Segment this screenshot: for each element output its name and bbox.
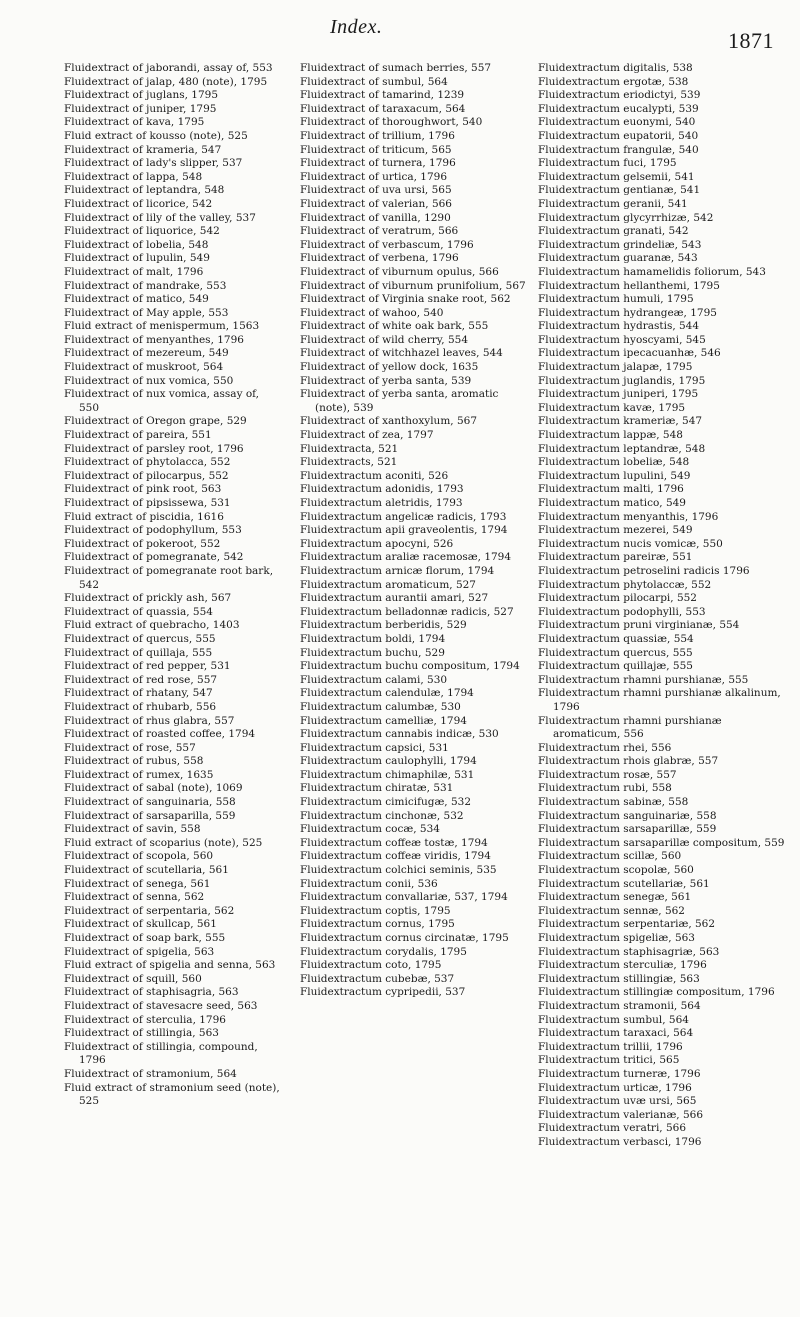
index-entry: Fluidextract of quercus, 555 — [64, 632, 216, 645]
index-entry: Fluidextractum coffeæ viridis, 1794 — [300, 850, 491, 863]
index-entry: Fluidextractum scutellariæ, 561 — [538, 877, 710, 890]
index-entry: Fluidextract of pokeroot, 552 — [64, 537, 221, 550]
index-entry: Fluidextractum cubebæ, 537 — [300, 972, 455, 985]
index-entry: Fluidextract of white oak bark, 555 — [300, 320, 489, 333]
index-entry: Fluidextractum cinchonæ, 532 — [300, 809, 464, 822]
index-entry: Fluidextractum corydalis, 1795 — [300, 945, 467, 958]
index-entry: Fluidextract of spigelia, 563 — [64, 945, 215, 958]
index-entry: Fluidextractum rhei, 556 — [538, 741, 672, 754]
index-entry: Fluidextract of stillingia, 563 — [64, 1027, 219, 1040]
index-entry: Fluidextractum ergotæ, 538 — [538, 75, 689, 88]
index-entry: Fluidextractum apii graveolentis, 1794 — [300, 524, 508, 537]
index-entry: Fluidextractum granati, 542 — [538, 225, 689, 238]
index-entry: Fluidextractum rhamni purshianæ, 555 — [538, 673, 749, 686]
index-entry: Fluidextractum rhamni purshianæ aromaticum, 556 — [538, 714, 722, 741]
index-entry: Fluidextractum caulophylli, 1794 — [300, 755, 477, 768]
index-entry: Fluidextractum quassiæ, 554 — [538, 632, 694, 645]
index-entry: Fluidextract of serpentaria, 562 — [64, 904, 235, 917]
index-entry: Fluidextract of pomegranate, 542 — [64, 551, 244, 564]
index-entry: Fluidextract of parsley root, 1796 — [64, 442, 244, 455]
index-column-left — [64, 62, 280, 1109]
index-entry: Fluidextractum eupatorii, 540 — [538, 129, 699, 142]
index-entry: Fluidextractum juniperi, 1795 — [538, 388, 699, 401]
index-entry: Fluidextracta, 521 — [300, 442, 399, 455]
index-entry: Fluidextract of turnera, 1796 — [300, 157, 456, 170]
index-entry: Fluidextractum scillæ, 560 — [538, 850, 682, 863]
index-entry: Fluidextract of pink root, 563 — [64, 483, 222, 496]
index-entry: Fluidextractum boldi, 1794 — [300, 632, 446, 645]
index-entry: Fluidextract of stavesacre seed, 563 — [64, 999, 258, 1012]
index-entry: Fluidextract of red pepper, 531 — [64, 660, 231, 673]
index-entry: Fluid extract of scoparius (note), 525 — [64, 836, 263, 849]
index-entry: Fluidextract of viburnum prunifolium, 567 — [300, 279, 526, 292]
index-entry: Fluidextract of sterculia, 1796 — [64, 1013, 226, 1026]
index-entry: Fluidextract of rubus, 558 — [64, 755, 204, 768]
index-entry: Fluidextract of vanilla, 1290 — [300, 211, 451, 224]
index-entry: Fluidextractum taraxaci, 564 — [538, 1027, 694, 1040]
index-entry: Fluidextract of Oregon grape, 529 — [64, 415, 247, 428]
index-entry: Fluidextract of juglans, 1795 — [64, 89, 219, 102]
index-entry: Fluidextract of sanguinaria, 558 — [64, 796, 236, 809]
index-entry: Fluidextract of uva ursi, 565 — [300, 184, 452, 197]
index-entry: Fluidextract of malt, 1796 — [64, 265, 204, 278]
index-entry: Fluidextract of wahoo, 540 — [300, 306, 444, 319]
index-entry: Fluidextractum sumbul, 564 — [538, 1013, 689, 1026]
index-entry: Fluidextractum gelsemii, 541 — [538, 170, 695, 183]
index-entry: Fluidextract of quillaja, 555 — [64, 646, 213, 659]
index-entry: Fluidextract of urtica, 1796 — [300, 170, 447, 183]
index-entry: Fluidextractum valerianæ, 566 — [538, 1108, 704, 1121]
index-entry: Fluidextractum calumbæ, 530 — [300, 700, 461, 713]
index-entry: Fluidextractum rhamni purshianæ alkalinum, 1796 — [538, 687, 781, 713]
index-entry: Fluidextractum scopolæ, 560 — [538, 864, 694, 877]
index-entry: Fluidextractum juglandis, 1795 — [538, 374, 706, 387]
index-entry: Fluidextract of valerian, 566 — [300, 197, 452, 210]
index-entry: Fluidextractum ipecacuanhæ, 546 — [538, 347, 721, 360]
index-entry: Fluidextractum eucalypti, 539 — [538, 102, 699, 115]
index-entry: Fluidextract of matico, 549 — [64, 293, 209, 306]
index-entry: Fluidextract of sabal (note), 1069 — [64, 782, 243, 795]
index-entry: Fluidextractum turneræ, 1796 — [538, 1067, 701, 1080]
index-entry: Fluidextractum podophylli, 553 — [538, 605, 706, 618]
index-entry: Fluidextract of mandrake, 553 — [64, 279, 227, 292]
index-entry: Fluidextract of May apple, 553 — [64, 306, 229, 319]
index-entry: Fluidextract of jalap, 480 (note), 1795 — [64, 75, 268, 88]
index-entry: Fluidextract of nux vomica, 550 — [64, 374, 234, 387]
index-entry: Fluidextractum coffeæ tostæ, 1794 — [300, 836, 488, 849]
index-entry: Fluidextract of soap bark, 555 — [64, 932, 226, 944]
index-entry: Fluidextractum sterculiæ, 1796 — [538, 959, 707, 972]
index-entry: Fluidextractum frangulæ, 540 — [538, 143, 699, 156]
index-entry: Fluidextractum adonidis, 1793 — [300, 483, 464, 496]
index-entry: Fluidextract of tamarind, 1239 — [300, 89, 465, 102]
index-entry: Fluid extract of piscidia, 1616 — [64, 510, 224, 523]
page-number: 1871 — [728, 28, 774, 53]
index-entry: Fluidextractum urticæ, 1796 — [538, 1081, 692, 1094]
index-entry: Fluidextract of scutellaria, 561 — [64, 864, 229, 877]
index-entry: Fluidextractum grindeliæ, 543 — [538, 238, 702, 251]
index-entry: Fluidextractum fuci, 1795 — [538, 157, 677, 170]
index-entry: Fluidextract of viburnum opulus, 566 — [300, 265, 499, 278]
index-entry: Fluidextractum lappæ, 548 — [538, 429, 683, 442]
index-entry: Fluidextractum verbasci, 1796 — [538, 1135, 702, 1148]
index-entry: Fluidextract of licorice, 542 — [64, 197, 213, 210]
index-entry: Fluidextractum uvæ ursi, 565 — [538, 1095, 697, 1108]
index-entry: Fluidextract of staphisagria, 563 — [64, 986, 239, 999]
index-entry: Fluidextract of stillingia, compound, 1796 — [64, 1040, 258, 1067]
index-entry: Fluidextractum calendulæ, 1794 — [300, 687, 474, 700]
index-entry: Fluidextractum rosæ, 557 — [538, 768, 677, 781]
index-entry: Fluidextractum tritici, 565 — [538, 1054, 680, 1067]
index-entry: Fluidextract of yerba santa, aromatic (note), 539 — [300, 388, 499, 414]
index-entry: Fluidextract of scopola, 560 — [64, 850, 214, 863]
index-entry: Fluidextractum chimaphilæ, 531 — [300, 768, 475, 781]
index-entry: Fluidextract of krameria, 547 — [64, 143, 222, 156]
index-entry: Fluid extract of kousso (note), 525 — [64, 129, 248, 142]
index-entry: Fluidextractum camelliæ, 1794 — [300, 714, 467, 727]
index-entry: Fluidextractum geranii, 541 — [538, 197, 688, 210]
index-entry: Fluidextract of rhatany, 547 — [64, 687, 213, 700]
index-entry: Fluidextract of squill, 560 — [64, 972, 202, 985]
index-entry: Fluidextractum hyoscyami, 545 — [538, 333, 706, 346]
index-entry: Fluidextractum hamamelidis foliorum, 543 — [538, 265, 766, 278]
index-entry: Fluid extract of menispermum, 1563 — [64, 320, 260, 333]
index-entry: Fluidextract of red rose, 557 — [64, 673, 218, 686]
index-entry: Fluidextract of verbascum, 1796 — [300, 238, 474, 251]
index-entry: Fluidextractum trillii, 1796 — [538, 1040, 683, 1053]
index-entry: Fluidextractum stillingiæ, 563 — [538, 972, 700, 985]
index-entry: Fluidextractum colchici seminis, 535 — [300, 864, 497, 877]
index-entry: Fluidextractum pilocarpi, 552 — [538, 592, 697, 605]
index-entry: Fluidextract of trillium, 1796 — [300, 129, 455, 142]
index-entry: Fluidextractum coto, 1795 — [300, 959, 442, 972]
index-entry: Fluidextract of quassia, 554 — [64, 605, 213, 618]
index-entry: Fluidextract of senna, 562 — [64, 891, 205, 904]
index-entry: Fluidextractum hellanthemi, 1795 — [538, 279, 720, 292]
index-entry: Fluidextract of kava, 1795 — [64, 116, 205, 129]
index-entry: Fluidextractum quillajæ, 555 — [538, 660, 693, 673]
index-entry: Fluidextract of lobelia, 548 — [64, 238, 209, 251]
index-entry: Fluidextract of rose, 557 — [64, 741, 196, 754]
index-entry: Fluidextractum staphisagriæ, 563 — [538, 945, 720, 958]
index-entry: Fluid extract of spigelia and senna, 563 — [64, 959, 276, 972]
index-column-middle — [300, 62, 536, 1000]
index-entry: Fluidextractum coptis, 1795 — [300, 904, 451, 917]
index-entry: Fluidextractum jalapæ, 1795 — [538, 361, 693, 374]
index-entry: Fluidextractum rubi, 558 — [538, 782, 672, 795]
index-entry: Fluidextractum krameriæ, 547 — [538, 415, 703, 428]
index-entry: Fluidextractum pruni virginianæ, 554 — [538, 619, 740, 632]
index-entry: Fluidextractum convallariæ, 537, 1794 — [300, 891, 508, 904]
index-entry: Fluidextract of jaborandi, assay of, 553 — [64, 62, 273, 74]
index-entry: Fluidextractum quercus, 555 — [538, 646, 693, 659]
index-entry: Fluidextract of muskroot, 564 — [64, 361, 224, 374]
index-entry: Fluidextractum lupulini, 549 — [538, 469, 691, 482]
index-entry: Fluidextract of pomegranate root bark, 542 — [64, 564, 274, 591]
index-entry: Fluidextract of rhubarb, 556 — [64, 700, 217, 713]
index-entry: Fluidextract of witchhazel leaves, 544 — [300, 347, 503, 360]
index-entry: Fluidextractum aletridis, 1793 — [300, 497, 463, 509]
index-entry: Fluidextractum veratri, 566 — [538, 1122, 687, 1135]
index-entry: Fluidextractum lobeliæ, 548 — [538, 456, 690, 469]
index-entry: Fluidextractum berberidis, 529 — [300, 619, 467, 632]
index-entry: Fluidextractum cannabis indicæ, 530 — [300, 728, 499, 741]
index-entry: Fluidextract of nux vomica, assay of, 550 — [64, 388, 260, 414]
index-entry: Fluidextractum mezerei, 549 — [538, 524, 693, 537]
index-entry: Fluid extract of stramonium seed (note), 525 — [64, 1081, 280, 1108]
index-entry: Fluidextractum chiratæ, 531 — [300, 782, 454, 795]
index-entry: Fluidextract of mezereum, 549 — [64, 347, 229, 360]
index-entry: Fluidextractum belladonnæ radicis, 527 — [300, 605, 514, 618]
index-entry: Fluidextract of leptandra, 548 — [64, 184, 225, 197]
index-entry: Fluidextract of verbena, 1796 — [300, 252, 459, 265]
index-entry: Fluidextract of veratrum, 566 — [300, 225, 459, 238]
index-entry: Fluid extract of quebracho, 1403 — [64, 619, 240, 632]
index-entry: Fluidextractum euonymi, 540 — [538, 116, 696, 129]
index-entry: Fluidextract of liquorice, 542 — [64, 225, 220, 238]
index-entry: Fluidextractum senegæ, 561 — [538, 891, 692, 904]
index-entry: Fluidextractum nucis vomicæ, 550 — [538, 537, 723, 550]
index-entry: Fluidextractum eriodictyi, 539 — [538, 89, 701, 102]
index-entry: Fluidextract of rumex, 1635 — [64, 768, 214, 781]
index-entry: Fluidextractum humuli, 1795 — [538, 293, 694, 306]
index-entry: Fluidextract of stramonium, 564 — [64, 1067, 237, 1080]
index-entry: Fluidextractum petroselini radicis 1796 — [538, 564, 750, 577]
page-header — [0, 0, 800, 60]
index-entry: Fluidextractum digitalis, 538 — [538, 62, 693, 74]
index-entry: Fluidextractum cornus, 1795 — [300, 918, 455, 931]
index-entry: Fluidextractum hydrastis, 544 — [538, 320, 700, 333]
index-entry: Fluidextractum angelicæ radicis, 1793 — [300, 510, 507, 523]
index-entry: Fluidextract of prickly ash, 567 — [64, 592, 232, 605]
index-entry: Fluidextractum stillingiæ compositum, 1796 — [538, 986, 775, 999]
index-entry: Fluidextractum gentianæ, 541 — [538, 184, 701, 197]
index-entry: Fluidextractum rhois glabræ, 557 — [538, 755, 719, 768]
index-entry: Fluidextract of triticum, 565 — [300, 143, 452, 156]
index-entry: Fluidextract of savin, 558 — [64, 823, 201, 836]
index-entry: Fluidextract of taraxacum, 564 — [300, 102, 466, 115]
index-entry: Fluidextractum matico, 549 — [538, 497, 686, 509]
index-entry: Fluidextract of rhus glabra, 557 — [64, 714, 235, 727]
index-entry: Fluidextractum calami, 530 — [300, 673, 448, 686]
index-entry: Fluidextractum leptandræ, 548 — [538, 442, 706, 455]
index-entry: Fluidextractum cypripedii, 537 — [300, 986, 466, 999]
index-entry: Fluidextractum cimicifugæ, 532 — [300, 796, 472, 809]
index-entry: Fluidextractum malti, 1796 — [538, 483, 684, 496]
index-entry: Fluidextractum apocyni, 526 — [300, 537, 454, 550]
index-entry: Fluidextracts, 521 — [300, 456, 398, 469]
index-entry: Fluidextractum serpentariæ, 562 — [538, 918, 716, 931]
index-entry: Fluidextractum aromaticum, 527 — [300, 578, 476, 591]
index-entry: Fluidextract of pilocarpus, 552 — [64, 469, 229, 482]
index-entry: Fluidextractum glycyrrhizæ, 542 — [538, 211, 714, 224]
index-entry: Fluidextract of yerba santa, 539 — [300, 374, 472, 387]
index-entry: Fluidextractum buchu, 529 — [300, 646, 445, 659]
index-entry: Fluidextract of xanthoxylum, 567 — [300, 415, 477, 428]
index-entry: Fluidextractum sennæ, 562 — [538, 904, 685, 917]
index-entry: Fluidextract of phytolacca, 552 — [64, 456, 231, 469]
index-entry: Fluidextractum conii, 536 — [300, 877, 438, 890]
index-entry: Fluidextract of roasted coffee, 1794 — [64, 728, 256, 741]
index-entry: Fluidextract of sumach berries, 557 — [300, 62, 492, 74]
index-entry: Fluidextract of menyanthes, 1796 — [64, 333, 244, 346]
index-entry: Fluidextract of juniper, 1795 — [64, 102, 217, 115]
index-entry: Fluidextractum araliæ racemosæ, 1794 — [300, 551, 512, 564]
index-entry: Fluidextractum pareiræ, 551 — [538, 551, 693, 564]
index-entry: Fluidextract of sumbul, 564 — [300, 75, 448, 88]
index-entry: Fluidextractum sanguinariæ, 558 — [538, 809, 717, 822]
index-entry: Fluidextract of wild cherry, 554 — [300, 333, 469, 346]
index-entry: Fluidextract of thoroughwort, 540 — [300, 116, 483, 129]
index-entry: Fluidextract of lupulin, 549 — [64, 252, 210, 265]
index-entry: Fluidextract of pareira, 551 — [64, 429, 212, 442]
index-entry: Fluidextractum sarsaparillæ compositum, 559 — [538, 836, 785, 849]
index-entry: Fluidextractum stramonii, 564 — [538, 999, 701, 1012]
index-entry: Fluidextractum kavæ, 1795 — [538, 401, 686, 414]
index-entry: Fluidextractum arnicæ florum, 1794 — [300, 564, 495, 577]
index-entry: Fluidextract of skullcap, 561 — [64, 918, 217, 931]
index-entry: Fluidextractum sabinæ, 558 — [538, 796, 689, 809]
index-entry: Fluidextractum cocæ, 534 — [300, 823, 440, 836]
index-entry: Fluidextract of lady's slipper, 537 — [64, 157, 243, 170]
index-entry: Fluidextractum hydrangeæ, 1795 — [538, 306, 717, 319]
page-title: Index. — [330, 16, 383, 38]
index-entry: Fluidextractum sarsaparillæ, 559 — [538, 823, 717, 836]
index-entry: Fluidextract of sarsaparilla, 559 — [64, 809, 236, 822]
index-entry: Fluidextract of podophyllum, 553 — [64, 524, 242, 537]
index-entry: Fluidextract of yellow dock, 1635 — [300, 361, 479, 374]
index-entry: Fluidextract of lily of the valley, 537 — [64, 211, 256, 224]
index-entry: Fluidextractum spigeliæ, 563 — [538, 932, 695, 944]
index-entry: Fluidextractum capsici, 531 — [300, 741, 449, 754]
index-entry: Fluidextractum guaranæ, 543 — [538, 252, 698, 265]
index-entry: Fluidextractum aurantii amari, 527 — [300, 592, 489, 605]
index-entry: Fluidextract of zea, 1797 — [300, 429, 434, 442]
index-entry: Fluidextractum phytolaccæ, 552 — [538, 578, 712, 591]
index-entry: Fluidextract of Virginia snake root, 562 — [300, 293, 511, 306]
index-entry: Fluidextractum aconiti, 526 — [300, 469, 449, 482]
index-column-right — [538, 62, 788, 1150]
index-entry: Fluidextractum cornus circinatæ, 1795 — [300, 932, 509, 944]
index-entry: Fluidextract of pipsissewa, 531 — [64, 497, 231, 509]
index-entry: Fluidextractum buchu compositum, 1794 — [300, 660, 520, 673]
index-entry: Fluidextractum menyanthis, 1796 — [538, 510, 719, 523]
index-entry: Fluidextract of senega, 561 — [64, 877, 211, 890]
index-entry: Fluidextract of lappa, 548 — [64, 170, 203, 183]
